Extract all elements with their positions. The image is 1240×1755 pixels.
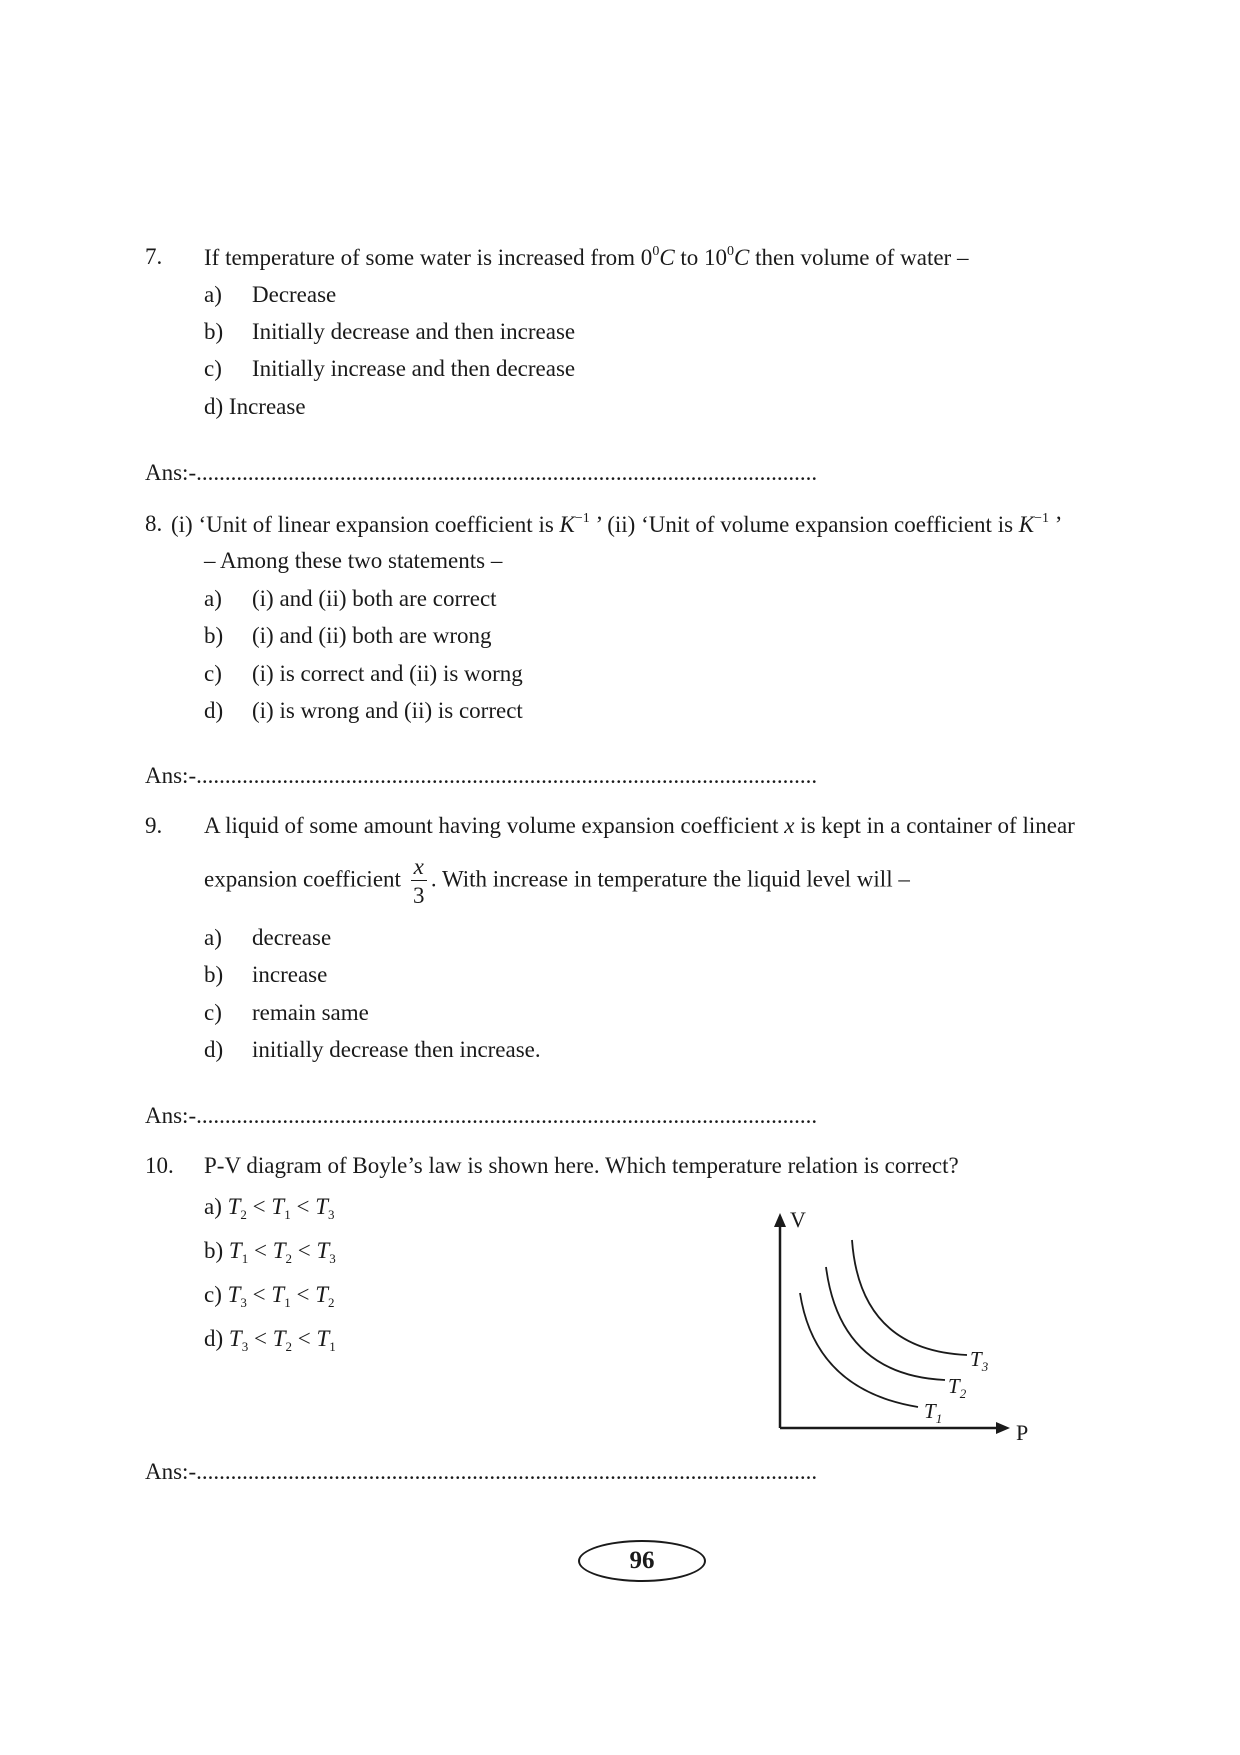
q9-option-b: b) increase (204, 962, 328, 987)
v-axis-label: V (790, 1207, 806, 1232)
page-number: 96 (578, 1540, 706, 1582)
p-axis-label: P (1016, 1420, 1029, 1440)
label-t2: $T_2$ (948, 1374, 967, 1401)
fraction-x-over-3: $\frac{x}{3}$ (411, 855, 427, 907)
label-t1: $T_1$ (924, 1399, 943, 1426)
q8-line2: – Among these two statements – (204, 548, 503, 573)
curve-t3 (852, 1240, 967, 1355)
q7-answer-line: Ans:-............................................................................................................ (145, 460, 818, 485)
q9-line2: expansion coefficient $\frac{x}{3}$ . With increase in temperature the liquid level will – (204, 854, 910, 908)
q7-option-c: c) Initially increase and then decrease (204, 356, 576, 381)
p-axis-arrow-icon (996, 1422, 1010, 1434)
q9-line1: A liquid of some amount having volume expansion coefficient x is kept in a container of linear (204, 813, 1075, 838)
q8-option-a: a) (i) and (ii) both are correct (204, 586, 497, 611)
q8-option-d: d) (i) is wrong and (ii) is correct (204, 698, 523, 723)
q10-number: 10. (145, 1153, 174, 1178)
q10-answer-line: Ans:-............................................................................................................ (145, 1459, 818, 1484)
q7-option-d: d) Increase (204, 394, 306, 419)
pv-diagram (760, 1195, 1040, 1440)
q10-option-d: d) $T_3 < T_2 < T_1$ (204, 1326, 336, 1354)
q7-number: 7. (145, 244, 163, 269)
label-t3: $T_3$ (970, 1347, 989, 1374)
curve-t1 (800, 1293, 918, 1407)
q7-stem: If temperature of some water is increased from $0^0C$ to $10^0C$ then volume of water – (204, 244, 969, 270)
q8-number: 8. (145, 511, 163, 536)
q9-answer-line: Ans:-............................................................................................................ (145, 1103, 818, 1128)
v-axis-arrow-icon (774, 1213, 786, 1227)
q7-option-b: b) Initially decrease and then increase (204, 319, 576, 344)
q10-option-a: a) $T_2 < T_1 < T_3$ (204, 1194, 335, 1222)
q10-option-c: c) $T_3 < T_1 < T_2$ (204, 1282, 335, 1310)
q10-stem: P-V diagram of Boyle’s law is shown here. Which temperature relation is correct? (204, 1153, 959, 1178)
q9-option-c: c) remain same (204, 1000, 369, 1025)
q9-option-d: d) initially decrease then increase. (204, 1037, 541, 1062)
q10-option-b: b) $T_1 < T_2 < T_3$ (204, 1238, 336, 1266)
q8-answer-line: Ans:-............................................................................................................ (145, 763, 818, 788)
q8-option-c: c) (i) is correct and (ii) is worng (204, 661, 523, 686)
q9-number: 9. (145, 813, 163, 838)
q9-option-a: a) decrease (204, 925, 332, 950)
q8-option-b: b) (i) and (ii) both are wrong (204, 623, 492, 648)
q8-stem: (i) ‘Unit of linear expansion coefficient is $K^{-1}$ ’ (ii) ‘Unit of volume expansion coefficient is $K^{-1}$ ’ (171, 511, 1063, 537)
q7-option-a: a) Decrease (204, 282, 337, 307)
